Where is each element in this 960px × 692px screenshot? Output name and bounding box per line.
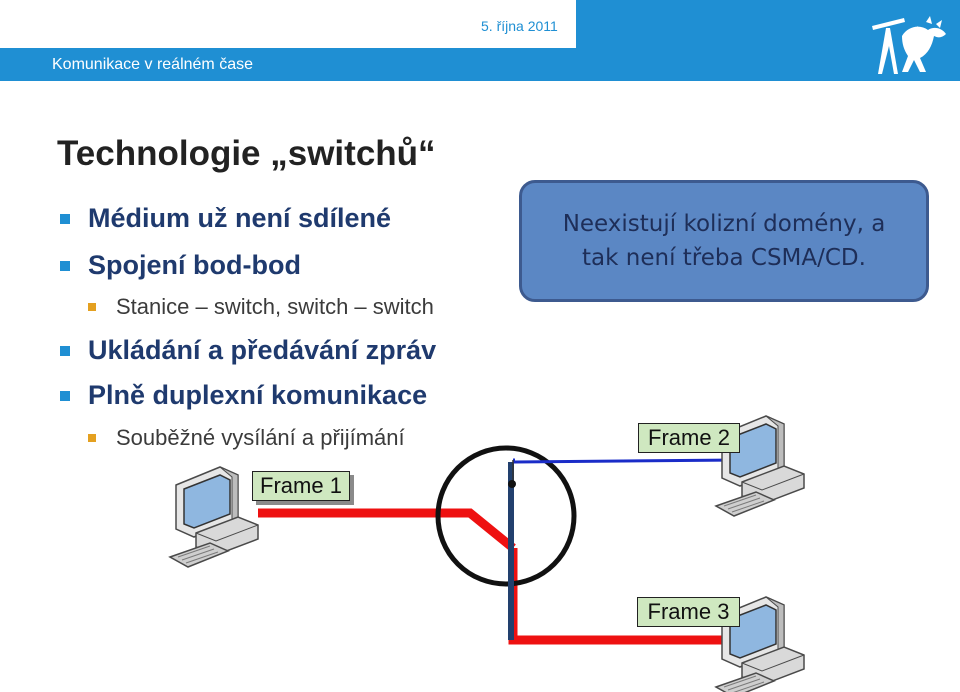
switch-port-dot (508, 480, 516, 488)
bullet-text: Plně duplexní komunikace (88, 380, 428, 410)
callout-line: Neexistují kolizní domény, a (562, 211, 886, 237)
bullet-text: Spojení bod-bod (88, 250, 301, 280)
slide-title: Technologie „switchů“ (57, 134, 436, 173)
link-red-left (258, 513, 513, 548)
header-date: 5. října 2011 (481, 18, 558, 34)
header-title: Komunikace v reálném čase (52, 56, 253, 73)
bullet-text: Ukládání a předávání zpráv (88, 335, 437, 365)
sub-bullet-text: Souběžné vysílání a přijímání (116, 425, 405, 450)
frame-label-1: Frame 1 (252, 471, 350, 501)
callout-line: tak není třeba CSMA/CD. (582, 245, 866, 271)
bullet-text: Médium už není sdílené (88, 203, 392, 233)
frame-label-3: Frame 3 (637, 597, 740, 627)
sub-bullet-text: Stanice – switch, switch – switch (116, 294, 434, 319)
computer-icon (170, 467, 258, 567)
frame-label-2: Frame 2 (638, 423, 740, 453)
